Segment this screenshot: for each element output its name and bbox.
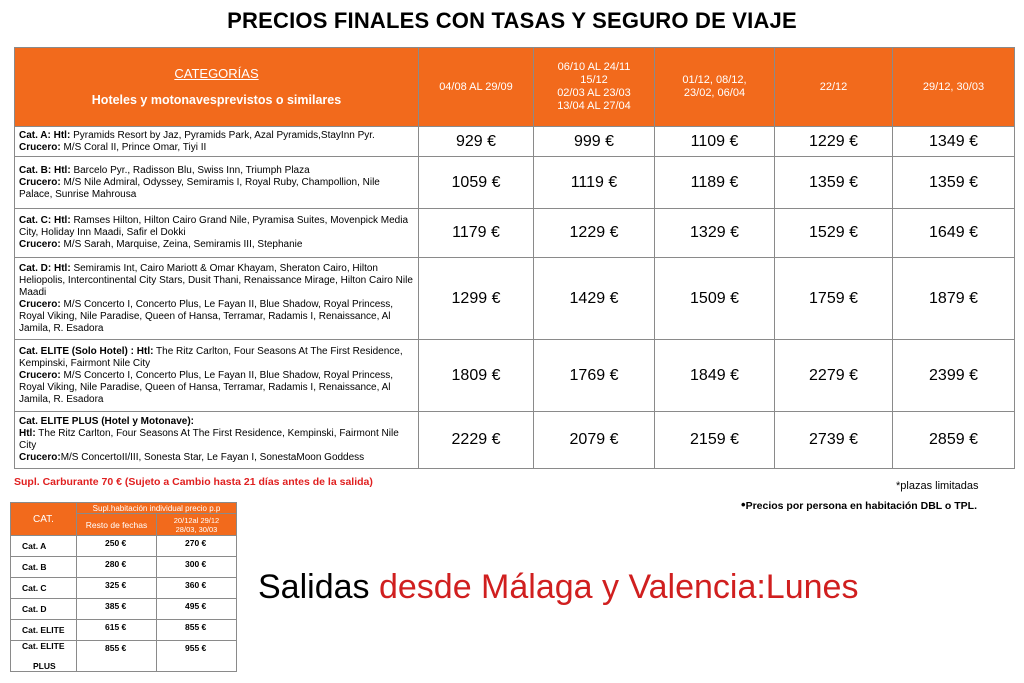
price-cell: 1109 € [655,127,775,157]
category-row [15,340,1015,412]
period-line: 15/12 [580,74,608,86]
category-label: Cat. A: Htl: [19,129,71,141]
supplement-price: 325 € [77,578,157,599]
price-cell: 2229 € [419,412,534,469]
category-row [15,258,1015,340]
category-row [15,412,1015,469]
fuel-surcharge-note: Supl. Carburante 70 € (Sujeto a Cambio hasta 21 días antes de la salida) [14,476,373,488]
supplement-price: 280 € [77,557,157,578]
period-line: 22/12 [819,80,848,93]
price-cell: 1059 € [419,157,534,209]
category-label: Htl: [19,428,36,439]
page-title: PRECIOS FINALES CON TASAS Y SEGURO DE VIAJE [227,8,797,33]
supplement-category: Cat. D [11,599,77,620]
price-cell: 1849 € [655,340,775,412]
category-label: Cat. D: Htl: [19,262,71,274]
category-detail: Pyramids Resort by Jaz, Pyramids Park, Azal Pyramids,StayInn Pyr. [70,129,375,141]
period-header [419,48,534,127]
category-label: Crucero: [19,141,61,153]
category-detail: M/S Sarah, Marquise, Zeina, Semiramis III, Stephanie [60,239,303,250]
supplement-category: Cat. A [11,536,77,557]
category-detail: The Ritz Carlton, Four Seasons At The First Residence, Kempinski, Fairmont Nile City [19,428,399,451]
category-label: Crucero: [19,176,61,188]
category-row [15,127,1015,157]
price-cell: 1429 € [534,258,655,340]
category-row [15,157,1015,209]
price-cell: 1179 € [419,209,534,258]
peak-dates-header: 20/12al 29/12 28/03, 30/03 [157,514,237,536]
category-description [15,127,419,157]
categorias-label: CATEGORÍAS [174,66,259,81]
category-detail: Barcelo Pyr., Radisson Blu, Swiss Inn, Triumph Plaza [70,164,310,176]
category-detail: M/S Coral II, Prince Omar, Tiyi II [60,141,207,153]
category-description [15,258,419,340]
category-detail: M/S Concerto I, Concerto Plus, Le Fayan II, Blue Shadow, Royal Princess, Royal Viking, Nile Paradise, Queen of Hansa, Terramar, Radamis I, Renaissance, Al Jamila, R. Esadora [19,298,394,334]
price-cell: 1229 € [534,209,655,258]
category-description [15,412,419,469]
period-line: 06/10 AL 24/11 [557,61,631,73]
period-line: 01/12, 08/12, [682,74,747,86]
category-description [15,340,419,412]
supplement-header: Supl.habitación individual precio p.p [77,503,237,514]
category-detail: M/S Concerto I, Concerto Plus, Le Fayan II, Blue Shadow, Royal Princess, Royal Viking, Nile Paradise, Queen of Hansa, Terramar, Radamis I, Renaissance, Al Jamila, R. Esadora [19,369,394,405]
supplement-row [11,557,237,578]
supplement-price: 955 € [157,641,237,672]
supplement-price: 360 € [157,578,237,599]
period-line: 23/02, 06/04 [683,87,746,99]
category-label: Crucero: [19,452,61,463]
supplement-price: 855 € [157,620,237,641]
category-detail: Semiramis Int, Cairo Mariott & Omar Khayam, Sheraton Cairo, Hilton Heliopolis, Intercontinental City Stars, Dusit Thani, Renaissance Mirage, Hilton Cairo Nile Maadi [19,262,413,298]
limited-places-note: *plazas limitadas [896,480,979,492]
categories-header [15,48,419,127]
price-cell: 1189 € [655,157,775,209]
category-detail: The Ritz Carlton, Four Seasons At The First Residence, Kempinski, Fairmont Nile City [19,345,403,369]
category-description [15,157,419,209]
category-detail: M/S Nile Admiral, Odyssey, Semiramis I, Royal Ruby, Champollion, Nile Palace, Sunrise Mahrousa [19,176,380,200]
supplement-category: Cat. B [11,557,77,578]
supplement-category: Cat. ELITE PLUS [11,641,77,672]
period-line: 29/12, 30/03 [922,80,985,93]
period-header [655,48,775,127]
price-cell: 1769 € [534,340,655,412]
supplement-category: Cat. C [11,578,77,599]
supplement-category: Cat. ELITE [11,620,77,641]
bullet-icon: • [741,497,746,512]
price-cell: 929 € [419,127,534,157]
price-cell: 1759 € [775,258,893,340]
cat-header: CAT. [11,503,77,536]
price-cell: 1809 € [419,340,534,412]
category-detail: M/S ConcertoII/III, Sonesta Star, Le Fayan I, SonestaMoon Goddess [60,452,365,463]
period-header [775,48,893,127]
category-label: Crucero: [19,239,61,250]
category-description [15,209,419,258]
category-label: Crucero: [19,298,61,310]
price-cell: 2279 € [775,340,893,412]
hoteles-label: Hoteles y motonavesprevistos o similares [91,93,342,107]
price-cell: 1329 € [655,209,775,258]
price-cell: 1359 € [775,157,893,209]
price-cell: 1649 € [893,209,1015,258]
price-cell: 1349 € [893,127,1015,157]
price-basis-note: •Precios por persona en habitación DBL o TPL. [741,497,977,512]
single-supplement-table [10,502,237,672]
price-cell: 1359 € [893,157,1015,209]
price-cell: 1229 € [775,127,893,157]
supplement-price: 250 € [77,536,157,557]
price-cell: 999 € [534,127,655,157]
supplement-row [11,536,237,557]
resto-fechas-header: Resto de fechas [77,514,157,536]
price-cell: 1299 € [419,258,534,340]
supplement-price: 615 € [77,620,157,641]
period-header [893,48,1015,127]
prices-table [14,47,1015,469]
period-header [534,48,655,127]
price-cell: 2399 € [893,340,1015,412]
category-label: Crucero: [19,369,61,381]
price-cell: 1529 € [775,209,893,258]
category-detail: Ramses Hilton, Hilton Cairo Grand Nile, Pyramisa Suites, Movenpick Media City, Holiday Inn Maadi, Safir el Dokki [19,215,409,238]
price-cell: 2159 € [655,412,775,469]
category-label: Cat. ELITE PLUS (Hotel y Motonave): [19,416,195,427]
supplement-price: 385 € [77,599,157,620]
supplement-row [11,578,237,599]
price-cell: 2739 € [775,412,893,469]
departures-banner: Salidas desde Málaga y Valencia:Lunes [258,568,859,606]
supplement-price: 495 € [157,599,237,620]
prices-table-header [15,48,1015,127]
category-label: Cat. ELITE (Solo Hotel) : Htl: [19,345,154,357]
supplement-price: 300 € [157,557,237,578]
price-cell: 1119 € [534,157,655,209]
price-cell: 2859 € [893,412,1015,469]
supplement-price: 270 € [157,536,237,557]
supplement-row [11,599,237,620]
category-label: Cat. C: Htl: [19,215,71,226]
supplement-price: 855 € [77,641,157,672]
period-line: 04/08 AL 29/09 [439,80,513,93]
price-cell: 1879 € [893,258,1015,340]
category-row [15,209,1015,258]
category-label: Cat. B: Htl: [19,164,71,176]
supplement-row [11,641,237,672]
price-cell: 2079 € [534,412,655,469]
period-line: 13/04 AL 27/04 [557,100,631,112]
period-line: 02/03 AL 23/03 [557,87,631,99]
supplement-row [11,620,237,641]
price-cell: 1509 € [655,258,775,340]
